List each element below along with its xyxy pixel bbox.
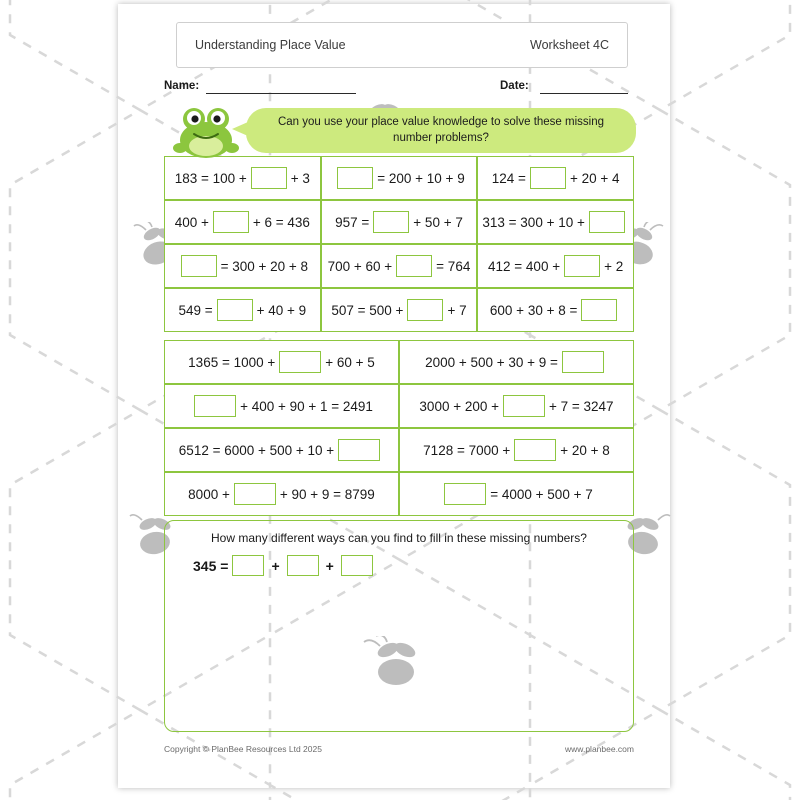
question-text-part: 1365 = 1000 + [188, 354, 276, 370]
question-text-part: 600 + 30 + 8 = [489, 302, 578, 318]
answer-blank[interactable] [251, 167, 287, 189]
question-text-part: 412 = 400 + [488, 258, 561, 274]
question-text-part: + 60 + 5 [325, 354, 375, 370]
answer-blank[interactable] [396, 255, 432, 277]
question-row [164, 472, 634, 516]
date-input-line[interactable] [540, 93, 628, 94]
question-text-part: 313 = 300 + 10 + [482, 214, 585, 230]
question-cell[interactable] [321, 244, 478, 288]
name-label: Name: [164, 80, 200, 92]
question-text-part: 957 = [335, 214, 370, 230]
question-row [164, 384, 634, 428]
question-text-part: + 40 + 9 [256, 302, 307, 318]
question-cell[interactable] [321, 156, 478, 200]
question-text-part: = 4000 + 500 + 7 [490, 486, 593, 502]
answer-blank[interactable] [181, 255, 217, 277]
question-row [164, 428, 634, 472]
name-date-row [164, 80, 634, 102]
question-text-part: 7128 = 7000 + [423, 442, 511, 458]
challenge-equation [193, 555, 377, 576]
answer-blank[interactable] [234, 483, 276, 505]
page-title: Understanding Place Value [195, 38, 346, 52]
answer-blank[interactable] [589, 211, 625, 233]
answer-blank[interactable] [213, 211, 249, 233]
name-input-line[interactable] [206, 93, 356, 94]
question-cell[interactable] [164, 156, 321, 200]
challenge-box [164, 520, 634, 732]
question-text-part: 8000 + [188, 486, 230, 502]
question-text-part: 3000 + 200 + [419, 398, 499, 414]
answer-blank[interactable] [373, 211, 409, 233]
question-row [164, 340, 634, 384]
question-cell[interactable] [164, 428, 399, 472]
question-row [164, 156, 634, 200]
question-text-part: 2000 + 500 + 30 + 9 = [425, 354, 558, 370]
grid-spacer [164, 332, 634, 340]
answer-blank[interactable] [217, 299, 253, 321]
question-cell[interactable] [321, 200, 478, 244]
copyright-text: Copyright © PlanBee Resources Ltd 2025 [164, 744, 322, 754]
question-text-part: + 90 + 9 = 8799 [279, 486, 375, 502]
question-text-part: = 764 [436, 258, 471, 274]
answer-blank[interactable] [444, 483, 486, 505]
question-cell[interactable] [477, 200, 634, 244]
question-cell[interactable] [164, 472, 399, 516]
question-cell[interactable] [164, 340, 399, 384]
frog-mascot-icon [170, 102, 242, 160]
question-cell[interactable] [399, 428, 634, 472]
question-text-part: + 7 = 3247 [549, 398, 614, 414]
question-text-part: + 400 + 90 + 1 = 2491 [240, 398, 373, 414]
website-link[interactable]: www.planbee.com [565, 744, 634, 754]
question-cell[interactable] [164, 288, 321, 332]
answer-blank[interactable] [564, 255, 600, 277]
answer-blank[interactable] [407, 299, 443, 321]
question-text-part: + 20 + 8 [560, 442, 610, 458]
worksheet-content [118, 4, 670, 788]
question-row [164, 244, 634, 288]
answer-blank[interactable] [337, 167, 373, 189]
challenge-operator: + [271, 557, 280, 574]
question-text-part: + 2 [604, 258, 624, 274]
challenge-operator: + [325, 557, 334, 574]
question-text-part: 124 = [491, 170, 526, 186]
answer-blank[interactable] [581, 299, 617, 321]
answer-blank[interactable] [514, 439, 556, 461]
challenge-question: How many different ways can you find to fill in these missing numbers? [211, 531, 587, 545]
question-cell[interactable] [164, 200, 321, 244]
question-text-part: 549 = [178, 302, 213, 318]
question-text-part: + 20 + 4 [569, 170, 620, 186]
question-text-part: 507 = 500 + [331, 302, 404, 318]
answer-blank[interactable] [194, 395, 236, 417]
question-text-part: = 300 + 20 + 8 [220, 258, 309, 274]
answer-blank[interactable] [287, 555, 319, 576]
question-cell[interactable] [477, 244, 634, 288]
question-cell[interactable] [477, 288, 634, 332]
answer-blank[interactable] [530, 167, 566, 189]
question-text-part: + 7 [447, 302, 467, 318]
question-cell[interactable] [399, 472, 634, 516]
question-text-part: 400 + [174, 214, 209, 230]
answer-blank[interactable] [341, 555, 373, 576]
answer-blank[interactable] [279, 351, 321, 373]
question-text-part: 700 + 60 + [327, 258, 393, 274]
answer-blank[interactable] [232, 555, 264, 576]
challenge-equation-prefix: 345 = [193, 557, 229, 574]
question-cell[interactable] [164, 244, 321, 288]
question-text-part: 183 = 100 + [174, 170, 247, 186]
question-row [164, 200, 634, 244]
header-bar [176, 22, 628, 68]
question-cell[interactable] [399, 340, 634, 384]
question-text-part: 6512 = 6000 + 500 + 10 + [178, 442, 335, 458]
question-text-part: + 3 [290, 170, 310, 186]
footer [164, 744, 634, 754]
questions-grid [164, 156, 634, 516]
question-cell[interactable] [321, 288, 478, 332]
instruction-bubble: Can you use your place value knowledge to solve these missing number problems? [246, 108, 636, 153]
answer-blank[interactable] [562, 351, 604, 373]
question-text-part: + 50 + 7 [413, 214, 463, 230]
answer-blank[interactable] [503, 395, 545, 417]
question-cell[interactable] [477, 156, 634, 200]
date-label: Date: [500, 80, 529, 92]
answer-blank[interactable] [338, 439, 380, 461]
question-row [164, 288, 634, 332]
question-text-part: + 6 = 436 [252, 214, 310, 230]
worksheet-label: Worksheet 4C [530, 38, 609, 52]
question-text-part: = 200 + 10 + 9 [377, 170, 465, 186]
question-cell[interactable] [399, 384, 634, 428]
question-cell[interactable] [164, 384, 399, 428]
